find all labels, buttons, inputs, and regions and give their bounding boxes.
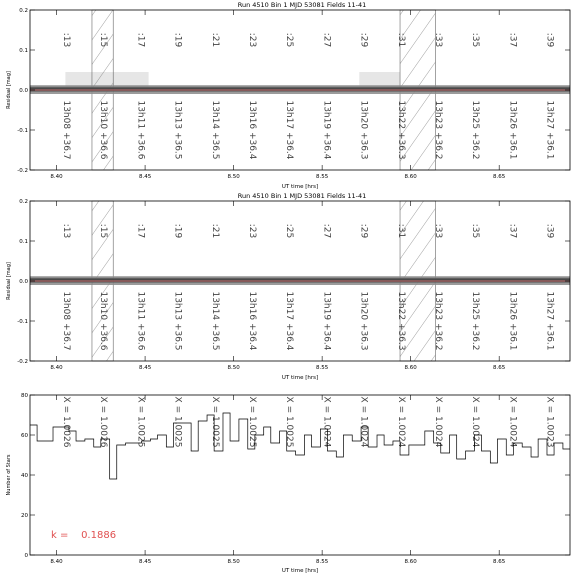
- x-tick-label: 8.65: [493, 559, 506, 565]
- y-tick-label: 0.1: [19, 239, 28, 245]
- coord-label: 13h20 +36.3: [358, 291, 369, 351]
- airmass-label: X = 1.0025: [135, 396, 146, 448]
- coord-label: 13h08 +36.7: [61, 291, 71, 351]
- star-count-panel: [6, 393, 576, 574]
- y-tick-label: 0.1: [19, 48, 28, 54]
- y-axis-label: Residual [mag]: [6, 71, 12, 109]
- panel-title: Run 4510 Bin 1 MJD 53081 Fields 11-41: [237, 192, 367, 200]
- y-tick-label: -0.1: [17, 319, 28, 325]
- field-label: :37: [507, 223, 518, 239]
- coord-label: 13h13 +36.5: [172, 100, 183, 160]
- residual-panel-top: [6, 1, 576, 190]
- y-tick-label: -0.1: [17, 128, 28, 134]
- y-tick-label: -0.2: [17, 168, 28, 174]
- airmass-label: X = 1.0025: [284, 396, 295, 448]
- coord-label: 13h08 +36.7: [61, 100, 71, 160]
- field-label: :29: [358, 223, 369, 239]
- coord-label: 13h23 +36.2: [433, 100, 443, 160]
- y-tick-label: 80: [21, 393, 28, 399]
- airmass-label: X = 1.0026: [61, 396, 71, 448]
- coord-label: 13h25 +36.2: [470, 100, 481, 160]
- coord-label: 13h16 +36.4: [247, 100, 257, 160]
- y-tick-label: 40: [21, 473, 28, 479]
- field-label: :27: [321, 223, 332, 239]
- x-tick-label: 8.55: [316, 365, 329, 371]
- airmass-label: X = 1.0024: [470, 396, 481, 448]
- k-annotation: k = 0.1886: [51, 530, 117, 541]
- x-tick-label: 8.45: [138, 174, 152, 180]
- coord-label: 13h11 +36.6: [135, 100, 146, 160]
- y-tick-label: 0.2: [19, 199, 28, 205]
- airmass-label: X = 1.0024: [358, 396, 369, 448]
- coord-label: 13h22 +36.3: [395, 100, 406, 160]
- field-label: :23: [247, 32, 257, 48]
- y-tick-label: 0.0: [19, 88, 28, 94]
- core-band: [30, 278, 570, 283]
- coord-label: 13h17 +36.4: [284, 291, 295, 351]
- field-label: :15: [98, 32, 109, 48]
- field-label: :23: [247, 223, 257, 239]
- coord-label: 13h27 +36.1: [544, 291, 555, 351]
- coord-label: 13h27 +36.1: [544, 100, 555, 160]
- coord-label: 13h11 +36.6: [135, 291, 146, 351]
- field-label: :13: [61, 32, 71, 48]
- x-tick-label: 8.60: [404, 365, 417, 371]
- field-label: :25: [284, 32, 295, 48]
- airmass-label: X = 1.0025: [172, 396, 183, 448]
- field-label: :27: [321, 32, 332, 48]
- x-tick-label: 8.40: [50, 365, 63, 371]
- field-label: :13: [61, 223, 71, 239]
- y-axis-label: Number of Stars: [6, 454, 12, 496]
- coord-label: 13h20 +36.3: [358, 100, 369, 160]
- coord-label: 13h25 +36.2: [470, 291, 481, 351]
- x-axis-label: UT time [hrs]: [281, 375, 319, 381]
- field-label: :39: [544, 32, 555, 48]
- panel-title: Run 4510 Bin 1 MJD 53081 Fields 11-41: [237, 1, 367, 9]
- field-label: :15: [98, 223, 109, 239]
- y-tick-label: 0.0: [19, 279, 28, 285]
- x-tick-label: 8.55: [316, 559, 329, 565]
- star-count-series: [30, 413, 570, 479]
- field-label: :19: [172, 32, 183, 48]
- x-tick-label: 8.55: [316, 174, 329, 180]
- x-tick-label: 8.65: [493, 174, 506, 180]
- field-label: :33: [433, 32, 443, 48]
- coord-label: 13h19 +36.4: [321, 291, 332, 351]
- field-label: :19: [172, 223, 183, 239]
- airmass-label: X = 1.0025: [247, 396, 257, 448]
- x-tick-label: 8.40: [50, 174, 63, 180]
- field-label: :17: [135, 223, 146, 239]
- y-tick-label: 20: [21, 513, 28, 519]
- coord-label: 13h22 +36.3: [395, 291, 406, 351]
- coord-label: 13h14 +36.5: [209, 291, 220, 351]
- x-tick-label: 8.45: [138, 365, 152, 371]
- y-tick-label: -0.2: [17, 359, 28, 365]
- field-label: :37: [507, 32, 518, 48]
- airmass-label: X = 1.0024: [321, 396, 332, 448]
- field-label: :21: [209, 223, 220, 239]
- x-tick-label: 8.60: [404, 559, 417, 565]
- field-label: :25: [284, 223, 295, 239]
- coord-label: 13h14 +36.5: [209, 100, 220, 160]
- x-tick-label: 8.40: [50, 559, 63, 565]
- coord-label: 13h16 +36.4: [247, 291, 257, 351]
- x-tick-label: 8.50: [227, 174, 240, 180]
- airmass-label: X = 1.0026: [98, 396, 109, 448]
- airmass-label: X = 1.0024: [395, 396, 406, 448]
- x-axis-label: UT time [hrs]: [281, 184, 319, 190]
- airmass-label: X = 1.0025: [209, 396, 220, 448]
- coord-label: 13h10 +36.6: [98, 100, 109, 160]
- field-label: :29: [358, 32, 369, 48]
- x-axis-label: UT time [hrs]: [281, 568, 319, 574]
- x-tick-label: 8.45: [138, 559, 152, 565]
- y-tick-label: 60: [21, 433, 28, 439]
- coord-label: 13h17 +36.4: [284, 100, 295, 160]
- x-tick-label: 8.65: [493, 365, 506, 371]
- coord-label: 13h19 +36.4: [321, 100, 332, 160]
- field-label: :35: [470, 32, 481, 48]
- y-tick-label: 0.2: [19, 8, 28, 14]
- airmass-label: X = 1.0024: [433, 396, 443, 448]
- coord-label: 13h26 +36.1: [507, 100, 518, 160]
- coord-label: 13h13 +36.5: [172, 291, 183, 351]
- x-tick-label: 8.50: [227, 559, 240, 565]
- x-tick-label: 8.60: [404, 174, 417, 180]
- airmass-label: X = 1.0024: [507, 396, 518, 448]
- field-label: :21: [209, 32, 220, 48]
- core-band: [30, 87, 570, 92]
- y-tick-label: 0: [24, 553, 28, 559]
- field-label: :39: [544, 223, 555, 239]
- field-label: :17: [135, 32, 146, 48]
- residual-panel-middle: [6, 192, 576, 381]
- airmass-label: X = 1.0023: [544, 396, 555, 448]
- x-tick-label: 8.50: [227, 365, 240, 371]
- coord-label: 13h23 +36.2: [433, 291, 443, 351]
- field-label: :35: [470, 223, 481, 239]
- field-label: :31: [395, 223, 406, 239]
- field-label: :31: [395, 32, 406, 48]
- y-axis-label: Residual [mag]: [6, 262, 12, 300]
- field-label: :33: [433, 223, 443, 239]
- coord-label: 13h26 +36.1: [507, 291, 518, 351]
- coord-label: 13h10 +36.6: [98, 291, 109, 351]
